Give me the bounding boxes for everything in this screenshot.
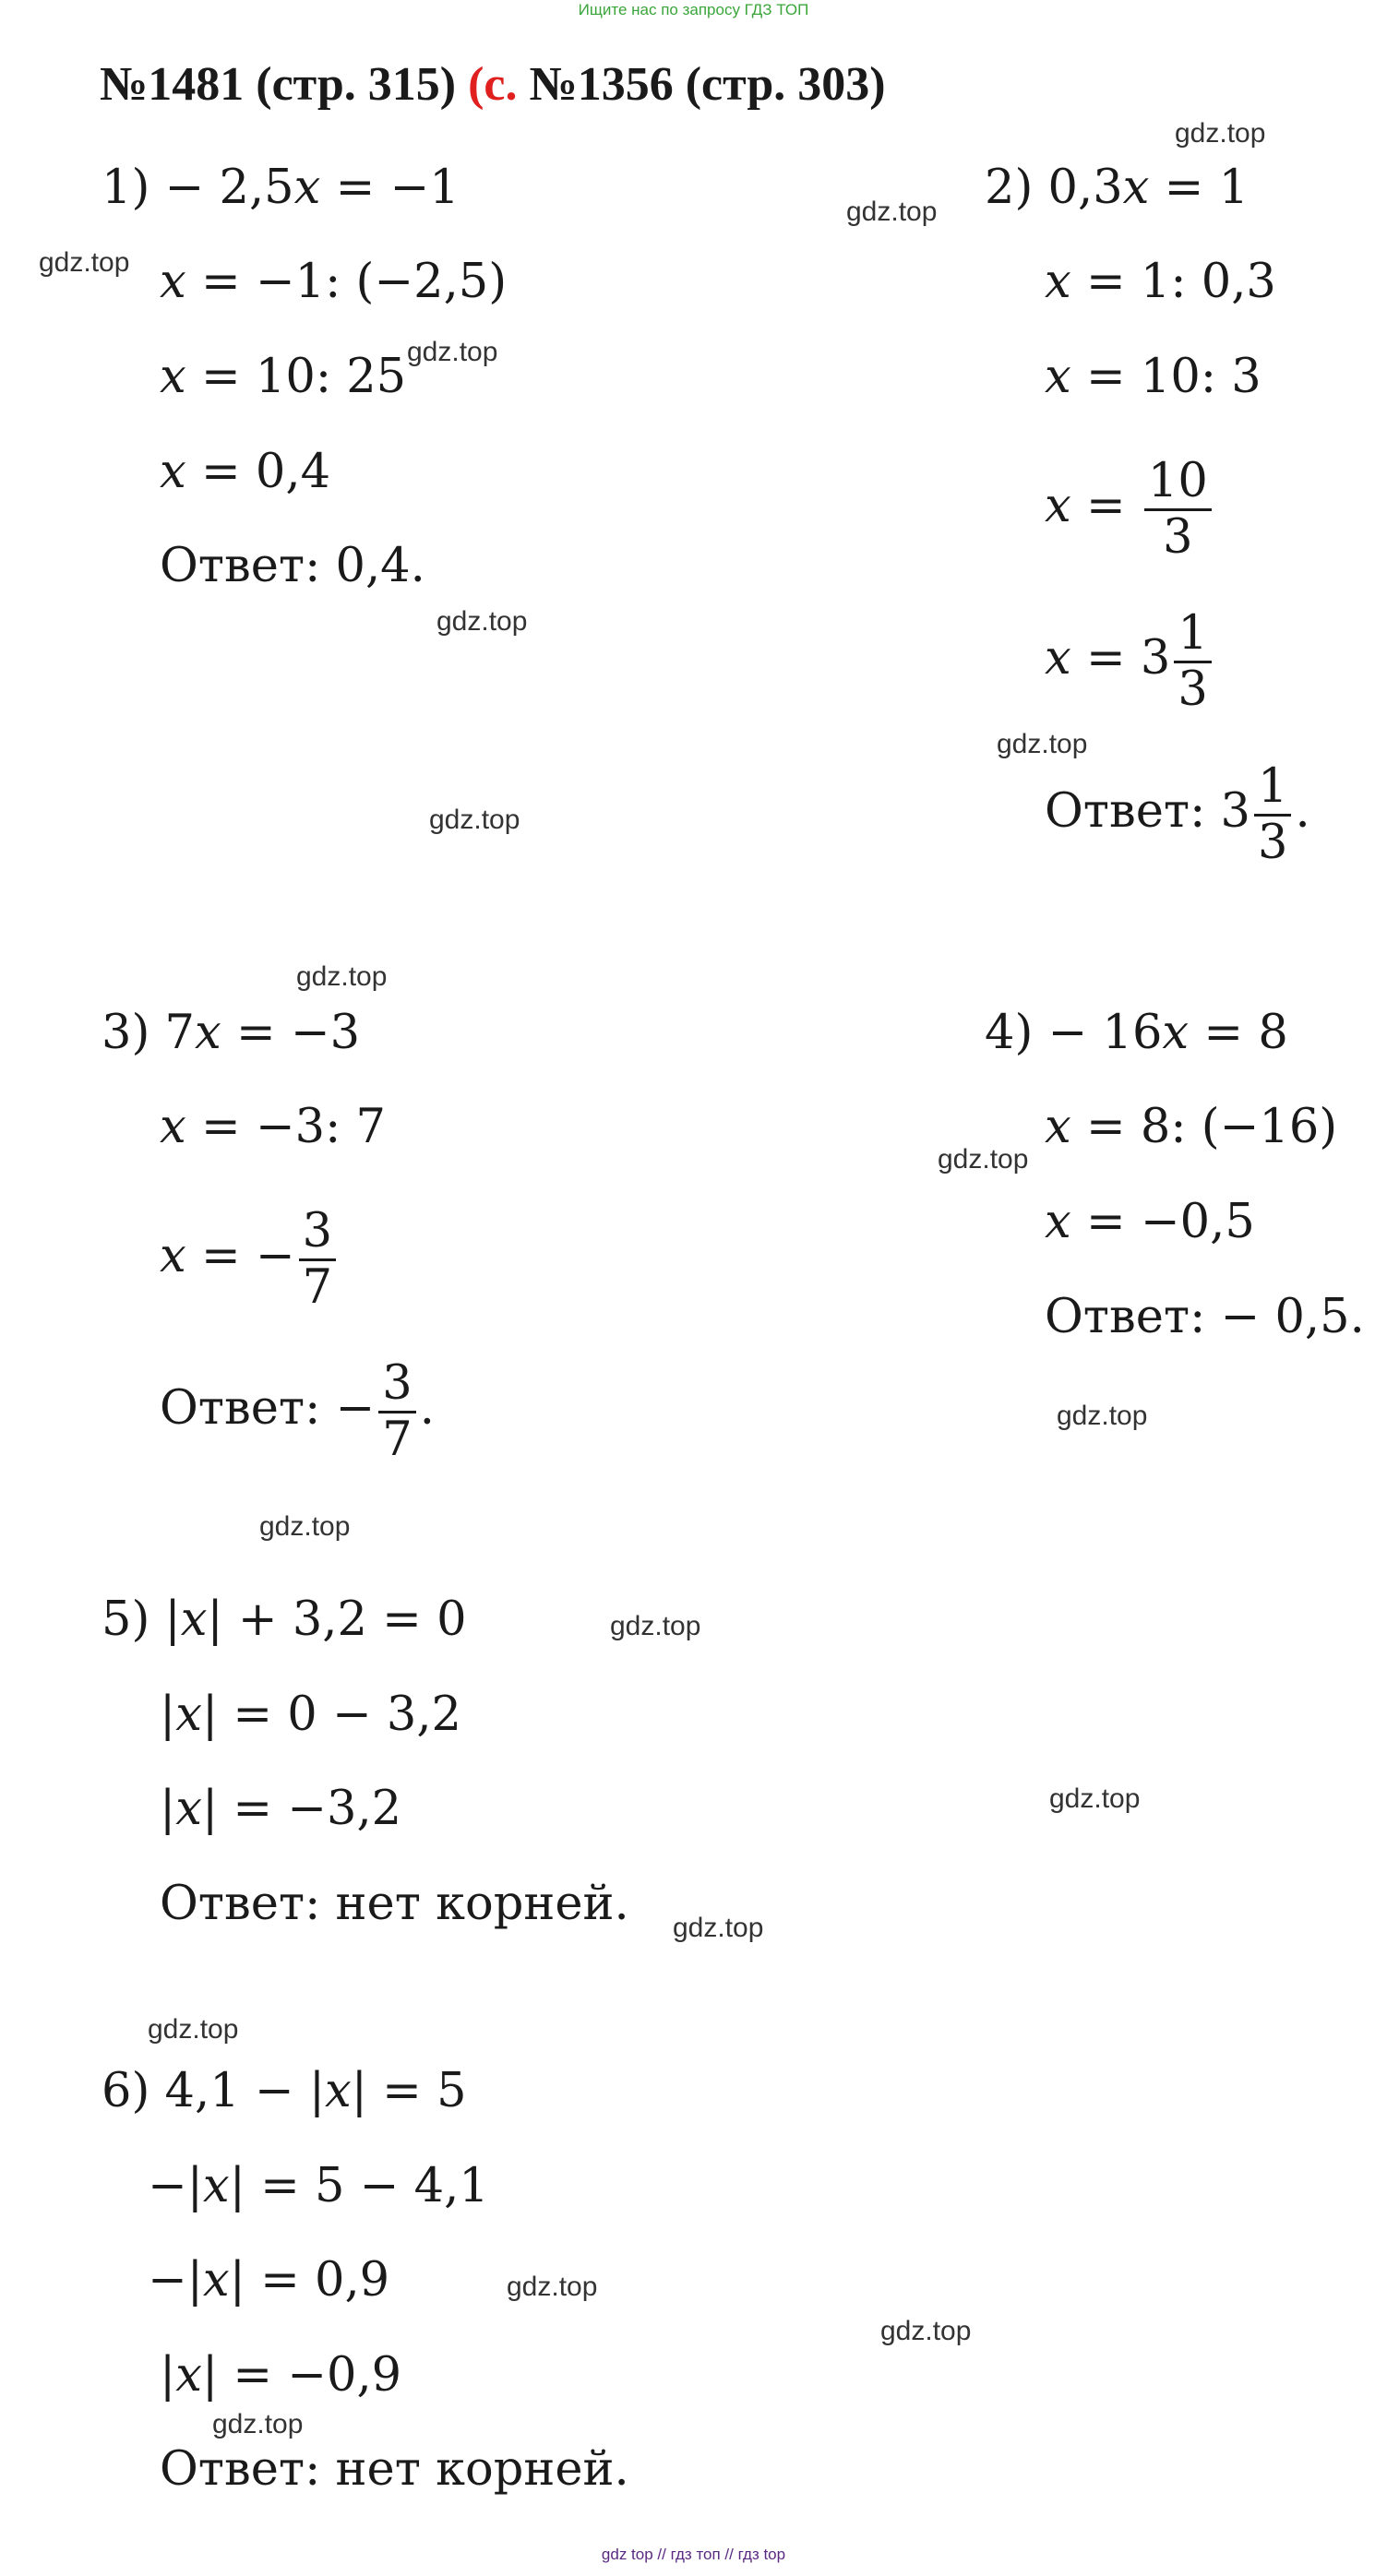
p5-step1: |x| = 0 − 3,2	[160, 1688, 462, 1742]
p3-equation: 3) 7x = −3	[102, 1006, 361, 1060]
p5-step2: |x| = −3,2	[160, 1782, 402, 1836]
p2-equation: 2) 0,3x = 1	[985, 161, 1249, 215]
p2-step2: x = 10: 3	[1045, 350, 1261, 404]
p6-equation: 6) 4,1 − |x| = 5	[102, 2064, 467, 2118]
p3-step1: x = −3: 7	[160, 1100, 386, 1154]
watermark: gdz.top	[997, 729, 1088, 759]
p1-equation: 1) − 2,5x = −1	[102, 161, 460, 215]
watermark: gdz.top	[407, 337, 498, 367]
p5-equation: 5) |x| + 3,2 = 0	[102, 1592, 467, 1647]
watermark: gdz.top	[1049, 1783, 1141, 1814]
p2-fraction-10-3: $\frac{10}{3}$	[1144, 455, 1212, 565]
p4-answer: Ответ: − 0,5.	[1045, 1290, 1365, 1344]
p6-step1: −|x| = 5 − 4,1	[148, 2159, 489, 2213]
p5-answer: Ответ: нет корней.	[160, 1877, 629, 1931]
page-title	[100, 57, 886, 112]
watermark: gdz.top	[212, 2409, 304, 2439]
watermark: gdz.top	[296, 961, 388, 992]
p1-step2: x = 10: 25	[160, 350, 407, 404]
p6-step2: −|x| = 0,9	[148, 2253, 390, 2308]
watermark: gdz.top	[148, 2014, 239, 2045]
p3-step2: x = − $\frac{3}{7}$	[160, 1198, 340, 1316]
p1-step1: x = −1: (−2,5)	[160, 255, 508, 309]
watermark: gdz.top	[846, 197, 938, 227]
watermark: gdz.top	[1057, 1401, 1148, 1431]
title-main: №1481 (стр. 315)	[100, 58, 469, 111]
watermark: gdz.top	[436, 606, 528, 637]
watermark: gdz.top	[610, 1611, 701, 1641]
watermark: gdz.top	[1175, 118, 1266, 149]
p2-step4: x = 3 $\frac{1}{3}$	[1045, 600, 1215, 718]
p2-step3: x = $\frac{10}{3}$	[1045, 447, 1215, 566]
top-banner[interactable]: Ищите нас по запросу ГДЗ ТОП	[578, 1, 809, 18]
p6-answer: Ответ: нет корней.	[160, 2442, 629, 2497]
p6-step3: |x| = −0,9	[160, 2348, 402, 2403]
p3-answer-fraction: $\frac{3}{7}$	[378, 1357, 415, 1467]
title-alt: №1356 (стр. 303)	[529, 58, 886, 111]
watermark: gdz.top	[429, 805, 520, 835]
watermark: gdz.top	[39, 247, 130, 278]
p1-step3: x = 0,4	[160, 445, 331, 499]
title-alt-prefix: (с.	[468, 58, 530, 111]
p4-step2: x = −0,5	[1045, 1195, 1255, 1249]
p1-answer: Ответ: 0,4.	[160, 539, 425, 593]
p2-answer: Ответ: 3 $\frac{1}{3}$ .	[1045, 758, 1310, 870]
p4-step1: x = 8: (−16)	[1045, 1100, 1338, 1154]
p3-answer: Ответ: − $\frac{3}{7}$ .	[160, 1355, 435, 1467]
footer-links[interactable]: gdz top // гдз топ // гдз top	[601, 2546, 786, 2563]
p4-equation: 4) − 16x = 8	[985, 1006, 1288, 1060]
p2-fraction-1-3: $\frac{1}{3}$	[1174, 607, 1211, 717]
p2-step1: x = 1: 0,3	[1045, 255, 1276, 309]
p3-fraction-3-7: $\frac{3}{7}$	[299, 1205, 336, 1315]
watermark: gdz.top	[673, 1913, 764, 1943]
p2-answer-fraction: $\frac{1}{3}$	[1254, 760, 1291, 870]
watermark: gdz.top	[938, 1144, 1029, 1175]
watermark: gdz.top	[880, 2316, 972, 2346]
watermark: gdz.top	[259, 1511, 351, 1542]
watermark: gdz.top	[507, 2272, 598, 2302]
